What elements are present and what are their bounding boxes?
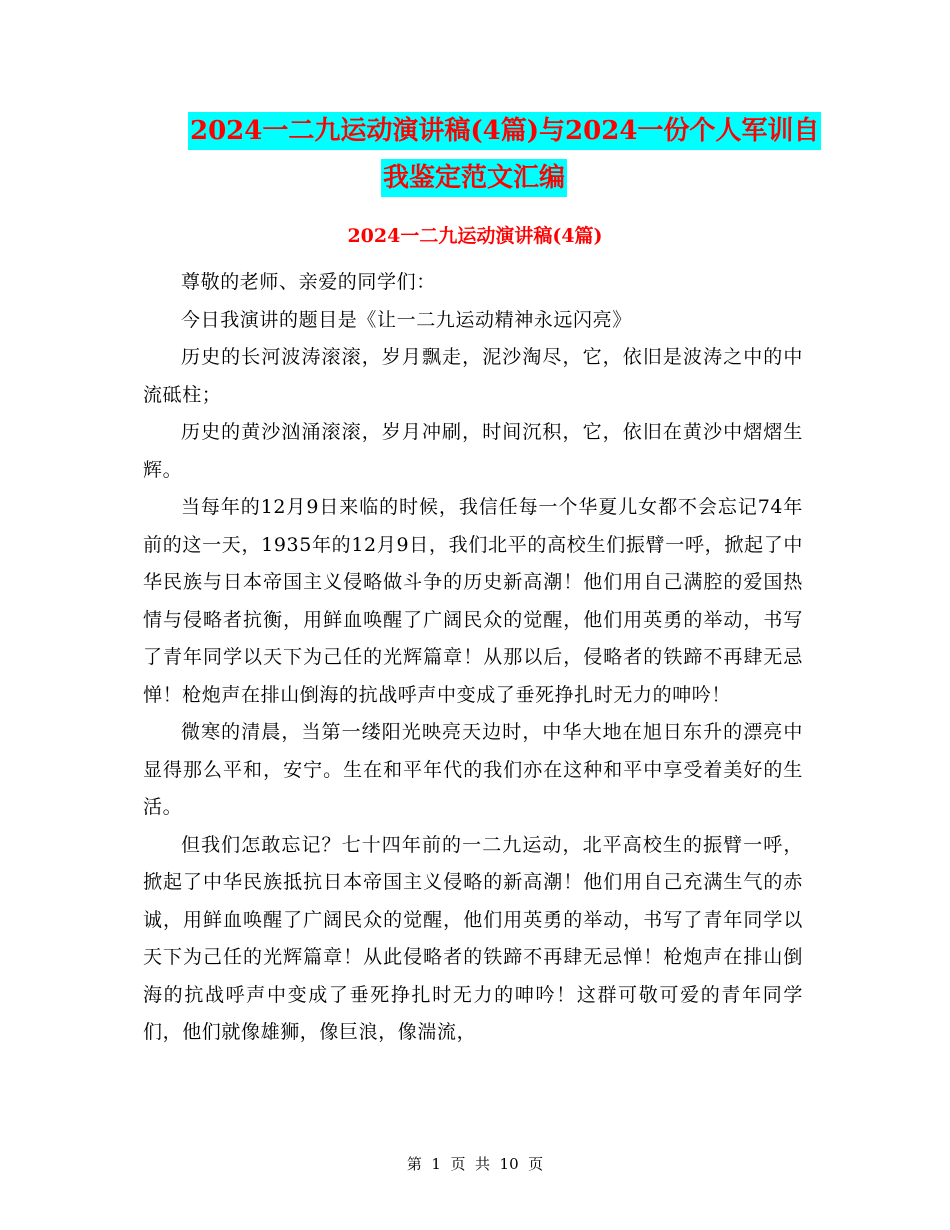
- page-number-footer: 第 1 页 共 10 页: [406, 1155, 544, 1173]
- section-heading: 2024一二九运动演讲稿(4篇): [347, 225, 603, 247]
- paragraph-river: 历史的长河波涛滚滚，岁月飘走，泥沙淘尽，它，依旧是波涛之中的中流砥柱；: [143, 346, 803, 406]
- speech-body: [143, 264, 803, 1052]
- paragraph-december-ninth: 当每年的12月9日来临的时候，我信任每一个华夏儿女都不会忘记74年前的这一天，1935年的12月9日，我们北平的高校生们振臂一呼，掀起了中华民族与日本帝国主义侵略做斗争的历史新高潮！他们用自己满腔的爱国热情与侵略者抗衡，用鲜血唤醒了广阔民众的觉醒，他们用英勇的举动，书写了青年同学以天下为己任的光辉篇章！从那以后，侵略者的铁蹄不再肆无忌惮！枪炮声在排山倒海的抗战呼声中变成了垂死挣扎时无力的呻吟！: [143, 496, 803, 706]
- paragraph-morning: 微寒的清晨，当第一缕阳光映亮天边时，中华大地在旭日东升的漂亮中显得那么平和，安宁。生在和平年代的我们亦在这种和平中享受着美好的生活。: [143, 721, 803, 818]
- title-line-2: 我鉴定范文汇编: [381, 159, 567, 197]
- paragraph-remember: 但我们怎敢忘记？七十四年前的一二九运动，北平高校生的振臂一呼，掀起了中华民族抵抗日本帝国主义侵略的新高潮！他们用自己充满生气的赤诚，用鲜血唤醒了广阔民众的觉醒，他们用英勇的举动，书写了青年同学以天下为己任的光辉篇章！从此侵略者的铁蹄不再肆无忌惮！枪炮声在排山倒海的抗战呼声中变成了垂死挣扎时无力的呻吟！这群可敬可爱的青年同学们，他们就像雄狮，像巨浪，像湍流，: [143, 833, 803, 1043]
- title-line-1: 2024一二九运动演讲稿(4篇)与2024一份个人军训自: [188, 112, 821, 150]
- paragraph-topic: 今日我演讲的题目是《让一二九运动精神永远闪亮》: [181, 308, 632, 331]
- paragraph-greeting: 尊敬的老师、亲爱的同学们：: [181, 271, 436, 293]
- paragraph-sand: 历史的黄沙汹涌滚滚，岁月冲刷，时间沉积，它，依旧在黄沙中熠熠生辉。: [143, 421, 803, 481]
